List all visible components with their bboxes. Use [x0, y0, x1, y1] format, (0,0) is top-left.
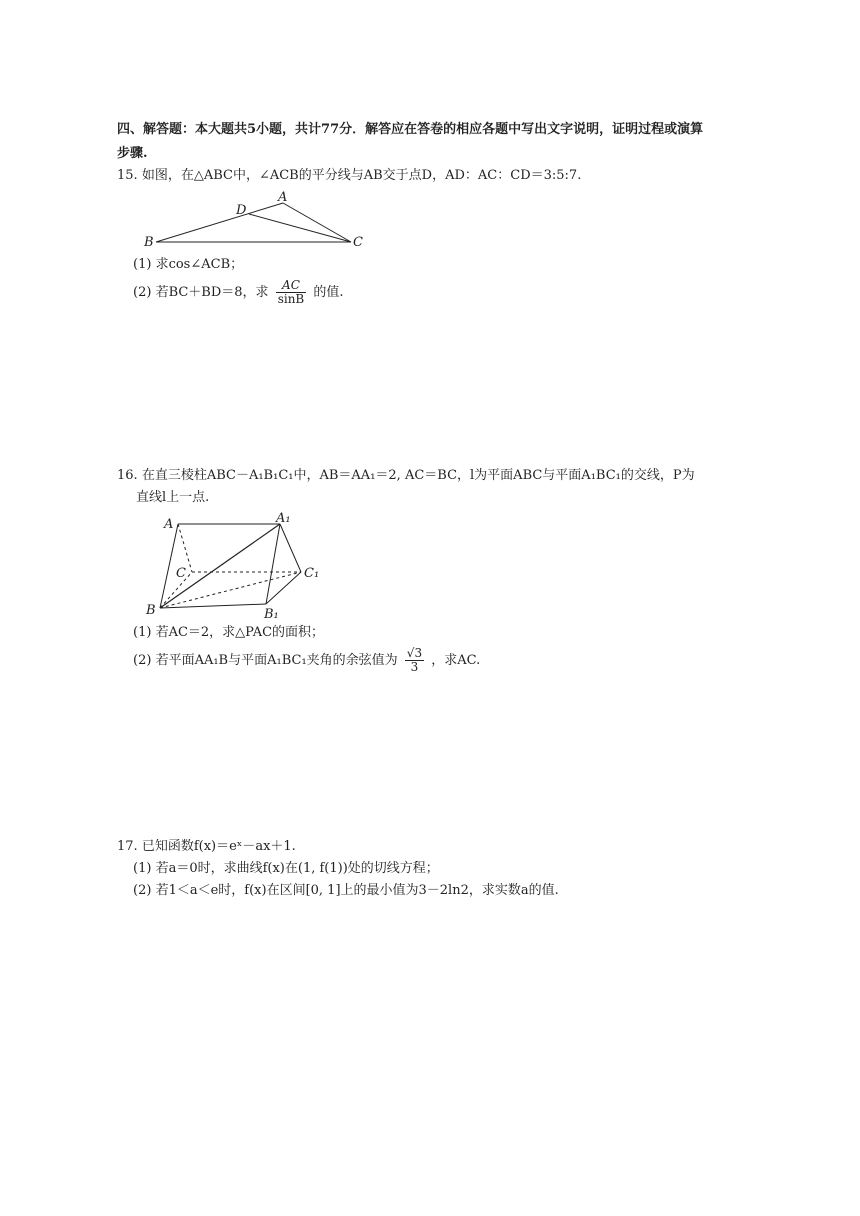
problem-16-stem — [117, 467, 695, 485]
part-text-suffix: ，求AC. — [431, 653, 481, 668]
label-a1: A₁ — [276, 511, 291, 526]
part-text: 若BC＋BD＝8，求 — [155, 285, 269, 300]
prism-figure — [140, 510, 330, 622]
part-label: (2) — [133, 883, 152, 898]
section-title — [117, 121, 703, 139]
problem-17-stem — [117, 838, 296, 856]
part-label: (1) — [133, 861, 152, 876]
edge-bb1 — [160, 604, 266, 608]
problem-15-text: 如图，在△ABC中，∠ACB的平分线与AB交于点D，AD：AC：CD＝3:5:7. — [141, 168, 582, 183]
triangle-abc-figure — [140, 188, 380, 254]
problem-16-number: 16. — [117, 468, 138, 483]
problem-15-part-1 — [133, 256, 243, 274]
part-text: 若平面AA₁B与平面A₁BC₁夹角的余弦值为 — [155, 653, 398, 668]
label-c1: C₁ — [304, 566, 320, 581]
label-c: C — [176, 566, 186, 581]
section-title-line1: 四、解答题：本大题共5小题，共计77分．解答应在答卷的相应各题中写出文字说明，证明过程或演算 — [117, 122, 704, 137]
problem-16-part-1 — [133, 624, 324, 642]
fraction-numerator: √3 — [406, 646, 423, 660]
problem-16-text: 在直三棱柱ABC－A₁B₁C₁中，AB＝AA₁＝2, AC＝BC，l为平面ABC与平面A₁BC₁的交线，P为 — [141, 468, 695, 483]
edge-a1b1 — [266, 524, 280, 604]
part-label: (2) — [133, 653, 152, 668]
part-text: 若AC＝2，求△PAC的面积； — [155, 625, 325, 640]
problem-16-text-line2: 直线l上一点. — [136, 490, 210, 505]
problem-17-part-2 — [133, 882, 559, 900]
section-title-line2: 步骤. — [117, 146, 148, 161]
fraction-denominator: 3 — [410, 660, 419, 674]
label-a: A — [278, 190, 288, 205]
problem-15-number: 15. — [117, 168, 138, 183]
fraction-sqrt3-over-3 — [405, 647, 424, 674]
problem-17-text: 已知函数f(x)＝eˣ－ax＋1. — [141, 839, 296, 854]
fraction-ac-over-sinb — [276, 279, 307, 306]
segment-ba — [156, 203, 283, 242]
label-c: C — [353, 235, 363, 250]
label-b1: B₁ — [264, 607, 279, 622]
label-b: B — [146, 603, 156, 618]
part-label: (1) — [133, 257, 152, 272]
section-title-continued — [117, 145, 148, 163]
part-text: 若1＜a＜e时，f(x)在区间[0, 1]上的最小值为3－2ln2，求实数a的值. — [155, 883, 559, 898]
label-a: A — [164, 517, 174, 532]
part-label: (1) — [133, 625, 152, 640]
segment-dc — [249, 214, 351, 242]
part-text: 求cos∠ACB； — [155, 257, 244, 272]
part-text-suffix: 的值. — [313, 285, 344, 300]
part-text: 若a＝0时，求曲线f(x)在(1, f(1))处的切线方程； — [155, 861, 439, 876]
problem-16-stem-continued — [136, 489, 209, 507]
label-b: B — [144, 235, 154, 250]
problem-16-part-2 — [133, 646, 480, 676]
segment-ac — [283, 203, 351, 242]
fraction-denominator: sinB — [277, 292, 305, 306]
part-label: (2) — [133, 285, 152, 300]
label-d: D — [236, 203, 247, 218]
edge-ac-hidden — [178, 524, 192, 572]
problem-15-part-2 — [133, 278, 344, 308]
edge-a1c1 — [280, 524, 301, 572]
fraction-numerator: AC — [276, 279, 307, 293]
problem-17-part-1 — [133, 860, 439, 878]
problem-17-number: 17. — [117, 839, 138, 854]
problem-15-stem — [117, 167, 581, 185]
